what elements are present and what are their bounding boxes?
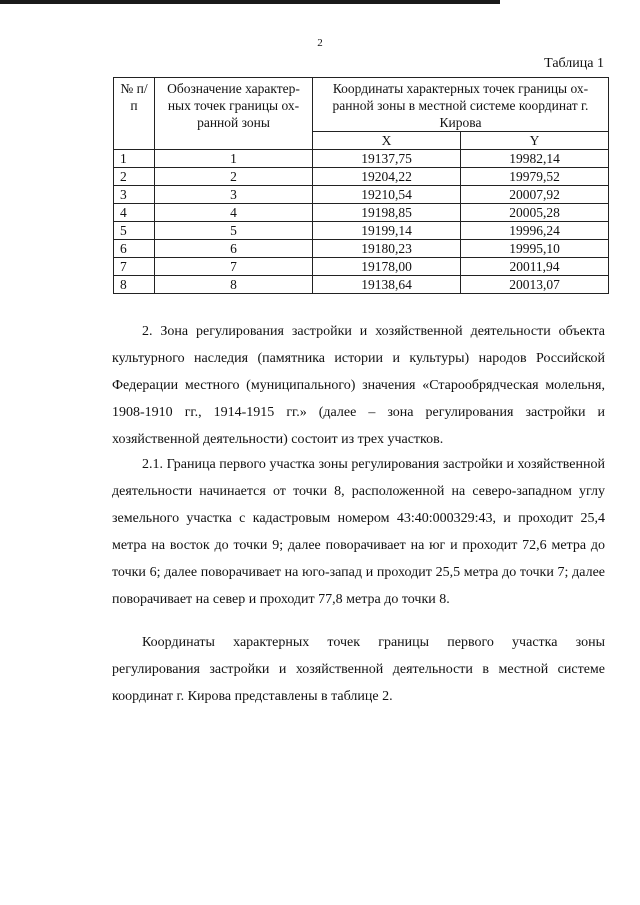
row-x: 19199,14 [313, 222, 461, 240]
paragraph-coordinates-reference: Координаты характерных точек границы первого участка зоны регулирования застройки и хозяйственной деятельности в местной системе координат г. Кирова представлены в таблице 2. [112, 635, 605, 704]
row-y: 20013,07 [461, 276, 609, 294]
paragraph-zone-regulation: 2. Зона регулирования застройки и хозяйственной деятельности объекта культурного наследия (памятника истории и культуры) народов Российской Федерации местного (муниципального) значения «Старообрядческая молельня, 1908-1910 гг., 1914-1915 гг.» (далее – зона регулирования застройки и хозяйственной деятельности) состоит из трех участков. [112, 324, 605, 447]
table-row [114, 150, 609, 168]
row-y: 20005,28 [461, 204, 609, 222]
table-row [114, 186, 609, 204]
header-y: Y [461, 132, 609, 150]
row-x: 19204,22 [313, 168, 461, 186]
row-y: 19982,14 [461, 150, 609, 168]
row-y: 19996,24 [461, 222, 609, 240]
row-num: 4 [114, 204, 155, 222]
row-x: 19210,54 [313, 186, 461, 204]
page-number: 2 [317, 37, 323, 49]
row-y: 20007,92 [461, 186, 609, 204]
row-point: 7 [155, 258, 313, 276]
row-point: 5 [155, 222, 313, 240]
table-row [114, 222, 609, 240]
table-row [114, 204, 609, 222]
table-header-row [114, 78, 609, 132]
header-coordinates: Координаты характерных точек границы ох- ранной зоны в местной системе координат г. Кирова [313, 78, 609, 132]
row-x: 19180,23 [313, 240, 461, 258]
row-point: 6 [155, 240, 313, 258]
table-row [114, 276, 609, 294]
table-row [114, 240, 609, 258]
row-num: 2 [114, 168, 155, 186]
row-point: 4 [155, 204, 313, 222]
table-row [114, 168, 609, 186]
header-point-name: Обозначение характер- ных точек границы ох- ранной зоны [155, 78, 313, 150]
row-x: 19178,00 [313, 258, 461, 276]
header-x: X [313, 132, 461, 150]
row-point: 1 [155, 150, 313, 168]
row-num: 6 [114, 240, 155, 258]
row-num: 1 [114, 150, 155, 168]
top-border-line [0, 0, 500, 4]
row-point: 8 [155, 276, 313, 294]
row-num: 8 [114, 276, 155, 294]
row-x: 19198,85 [313, 204, 461, 222]
row-num: 5 [114, 222, 155, 240]
coordinates-table [113, 77, 609, 294]
row-point: 3 [155, 186, 313, 204]
header-num: № п/п [114, 78, 155, 150]
table-row [114, 258, 609, 276]
row-y: 19995,10 [461, 240, 609, 258]
row-num: 3 [114, 186, 155, 204]
row-x: 19137,75 [313, 150, 461, 168]
row-y: 19979,52 [461, 168, 609, 186]
row-x: 19138,64 [313, 276, 461, 294]
row-y: 20011,94 [461, 258, 609, 276]
paragraph-first-section-boundary: 2.1. Граница первого участка зоны регулирования застройки и хозяйственной деятельности начинается от точки 8, расположенной на северо-западном углу земельного участка с кадастровым номером 43:40:000329:43, и проходит 25,4 метра на восток до точки 9; далее поворачивает на юг и проходит 72,6 метра до точки 6; далее поворачивает на юго-запад и проходит 25,5 метра до точки 7; далее поворачивает на север и проходит 77,8 метра до точки 8. [112, 457, 605, 607]
row-num: 7 [114, 258, 155, 276]
row-point: 2 [155, 168, 313, 186]
table-caption: Таблица 1 [544, 56, 604, 71]
